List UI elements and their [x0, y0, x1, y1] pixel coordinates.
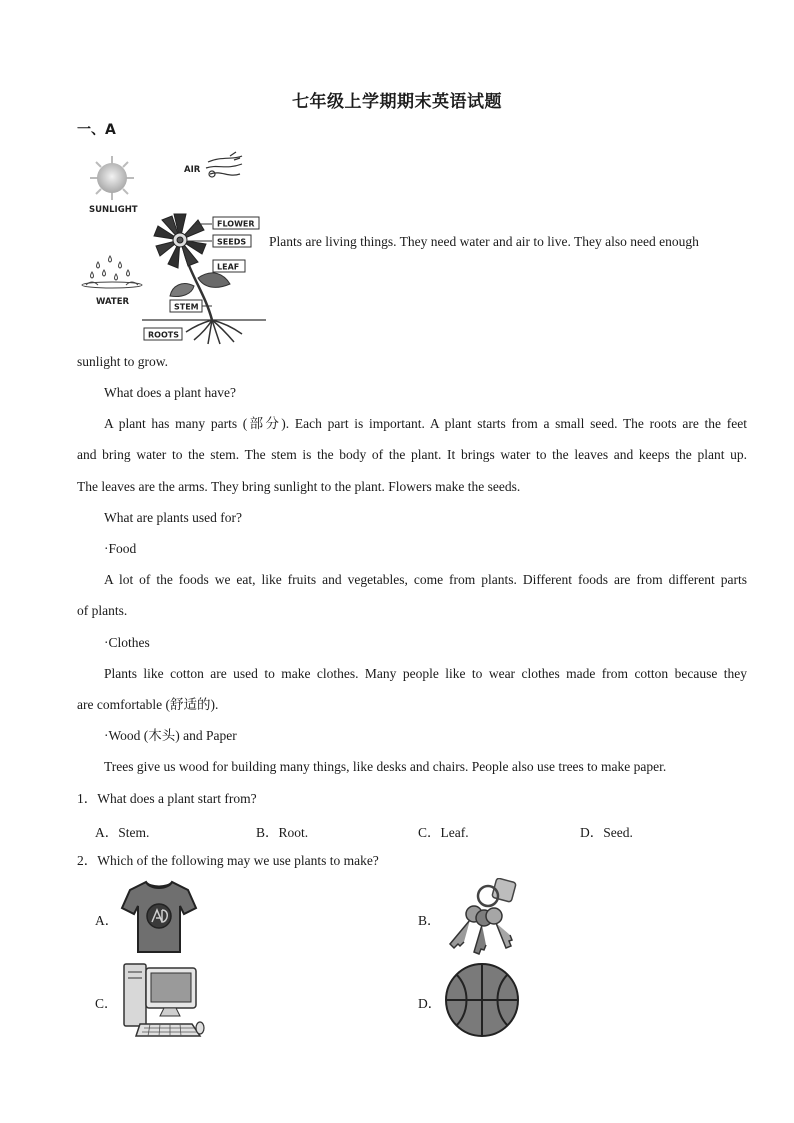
sun-icon [90, 156, 134, 200]
question-1-stem: 1．What does a plant start from? [77, 791, 257, 806]
passage-line: The leaves are the arms. They bring sunlight to the plant. Flowers make the seeds. [77, 479, 521, 494]
leaf-label: LEAF [217, 262, 240, 272]
question-1-option-d[interactable]: D．Seed. [580, 825, 633, 840]
question-1-option-b[interactable]: B．Root. [256, 825, 309, 840]
computer-icon [120, 962, 206, 1040]
stem-label: STEM [174, 302, 199, 312]
water-label: WATER [96, 297, 130, 307]
seeds-label: SEEDS [217, 237, 247, 247]
question-2-option-d[interactable]: D． [418, 996, 442, 1011]
tshirt-icon [120, 878, 198, 956]
air-label: AIR [184, 165, 201, 175]
passage-bullet: ·Clothes [104, 635, 150, 650]
question-2-option-c[interactable]: C． [95, 996, 118, 1011]
section-heading: 一、A [77, 122, 116, 138]
passage-subheading: What does a plant have? [104, 385, 236, 400]
passage-line: Plants are living things. They need water and air to live. They also need enough [269, 234, 699, 249]
roots-icon [186, 320, 242, 344]
passage-bullet: ·Wood (木头) and Paper [104, 728, 237, 743]
question-2-option-a[interactable]: A． [95, 913, 119, 928]
passage-line: A plant has many parts (部分). Each part is important. A plant starts from a small seed. The roots are the feet [104, 416, 747, 431]
roots-label: ROOTS [148, 330, 179, 340]
passage-subheading: What are plants used for? [104, 510, 242, 525]
question-1-option-a[interactable]: A．Stem. [95, 825, 150, 840]
passage-line: of plants. [77, 603, 128, 618]
question-1-option-c[interactable]: C．Leaf. [418, 825, 469, 840]
passage-line: and bring water to the stem. The stem is the body of the plant. It brings water to the leaves and keeps the plant up. [77, 447, 747, 462]
page-title: 七年级上学期期末英语试题 [292, 92, 502, 112]
passage-line: Plants like cotton are used to make clothes. Many people like to wear clothes made from cotton because they [104, 666, 747, 681]
leaf-shape [198, 273, 230, 288]
keys-icon [440, 878, 520, 956]
sunlight-label: SUNLIGHT [89, 205, 138, 215]
water-icon [82, 256, 142, 288]
passage-line: Trees give us wood for building many things, like desks and chairs. People also use trees to make paper. [104, 759, 667, 774]
passage-line: are comfortable (舒适的). [77, 697, 219, 712]
passage-bullet: ·Food [104, 541, 137, 556]
question-2-stem: 2．Which of the following may we use plants to make? [77, 853, 379, 868]
question-2-option-b[interactable]: B． [418, 913, 441, 928]
wind-icon [206, 152, 242, 177]
plant-diagram [76, 150, 268, 346]
flower-label: FLOWER [217, 219, 255, 229]
passage-line: A lot of the foods we eat, like fruits and vegetables, come from plants. Different foods are from different parts [104, 572, 747, 587]
passage-line: sunlight to grow. [77, 354, 168, 369]
basketball-icon [444, 962, 520, 1038]
